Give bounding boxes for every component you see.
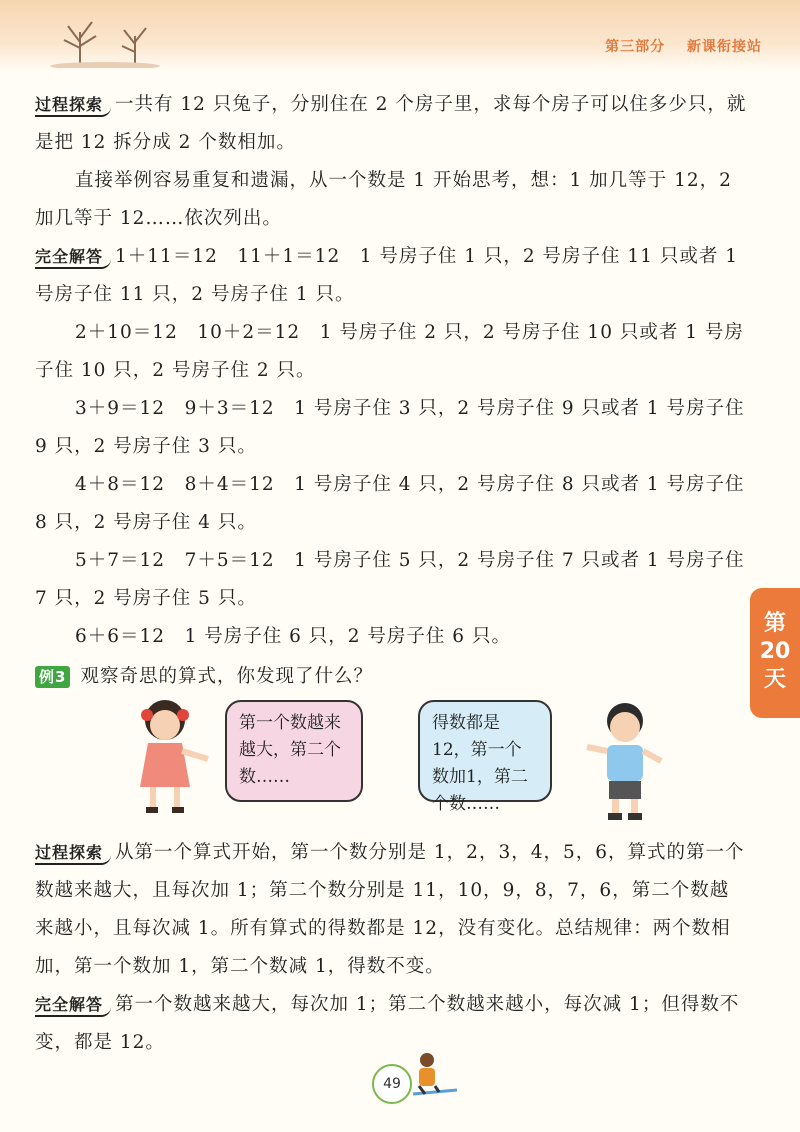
example-badge: 例3 <box>35 666 70 688</box>
block1-hint: 直接举例容易重复和遗漏，从一个数是 1 开始思考，想：1 加几等于 12，2 加几等于 12……依次列出。 <box>35 170 732 229</box>
block2-explore <box>35 834 747 986</box>
answer-tag: 完全解答 <box>35 247 111 269</box>
answer-line-4: 4＋8＝12 8＋4＝12 1 号房子住 4 只，2 号房子住 8 只或者 1 号房子住 8 只，2 号房子住 4 只。 <box>35 474 745 533</box>
block1-explore-text: 一共有 12 只兔子，分别住在 2 个房子里，求每个房子可以住多少只，就是把 12 拆分成 2 个数相加。 <box>35 94 747 153</box>
speech-bubble-boy: 得数都是12，第一个数加1，第二个数…… <box>418 700 552 802</box>
answer-line-3: 3＋9＝12 9＋3＝12 1 号房子住 3 只，2 号房子住 9 只或者 1 号房子住 9 只，2 号房子住 3 只。 <box>35 398 745 457</box>
header-section: 新课衔接站 <box>687 39 762 55</box>
answer-line-5: 5＋7＝12 7＋5＝12 1 号房子住 5 只，2 号房子住 7 只或者 1 号房子住 7 只，2 号房子住 5 只。 <box>35 550 745 609</box>
block1-answer-1 <box>35 238 747 314</box>
block1-explore <box>35 86 747 162</box>
day-tab-line1: 第 <box>763 611 786 636</box>
day-tab-line2: 20 <box>759 639 791 664</box>
example3-question <box>35 658 747 696</box>
page-number: 49 <box>372 1064 412 1104</box>
explore-tag: 过程探索 <box>35 95 111 117</box>
header-part: 第三部分 <box>605 39 666 55</box>
example3-question-text: 观察奇思的算式，你发现了什么？ <box>80 666 373 687</box>
header-label <box>589 36 762 56</box>
day-tab <box>750 588 800 718</box>
answer-line-1: 1＋11＝12 11＋1＝12 1 号房子住 1 只，2 号房子住 11 只或者 1 号房子住 11 只，2 号房子住 1 只。 <box>35 246 739 305</box>
day-tab-line3: 天 <box>763 667 786 692</box>
block2-explore-text: 从第一个算式开始，第一个数分别是 1，2，3，4，5，6，算式的第一个数越来越大，且每次加 1；第二个数分别是 11，10，9，8，7，6，第二个数越来越小，且每次减 1。所有算式的得数都是 12，没有变化。总结规律：两个数相加，第一个数加 1，第二个数减 1，得数不变。 <box>35 842 745 977</box>
answer-line-6: 6＋6＝12 1 号房子住 6 只，2 号房子住 6 只。 <box>75 626 511 647</box>
answer-tag-2: 完全解答 <box>35 995 111 1017</box>
tree-illustration <box>50 12 170 68</box>
block2-answer <box>35 986 747 1062</box>
boy-illustration <box>575 695 675 825</box>
girl-illustration <box>120 695 220 820</box>
speech-bubble-girl: 第一个数越来越大，第二个数…… <box>225 700 363 802</box>
skier-icon <box>405 1050 465 1105</box>
answer-line-2: 2＋10＝12 10＋2＝12 1 号房子住 2 只，2 号房子住 10 只或者 1 号房子住 10 只，2 号房子住 2 只。 <box>35 322 744 381</box>
explore-tag-2: 过程探索 <box>35 843 111 865</box>
block2-answer-text: 第一个数越来越大，每次加 1；第二个数越来越小，每次减 1；但得数不变，都是 12。 <box>35 994 740 1053</box>
